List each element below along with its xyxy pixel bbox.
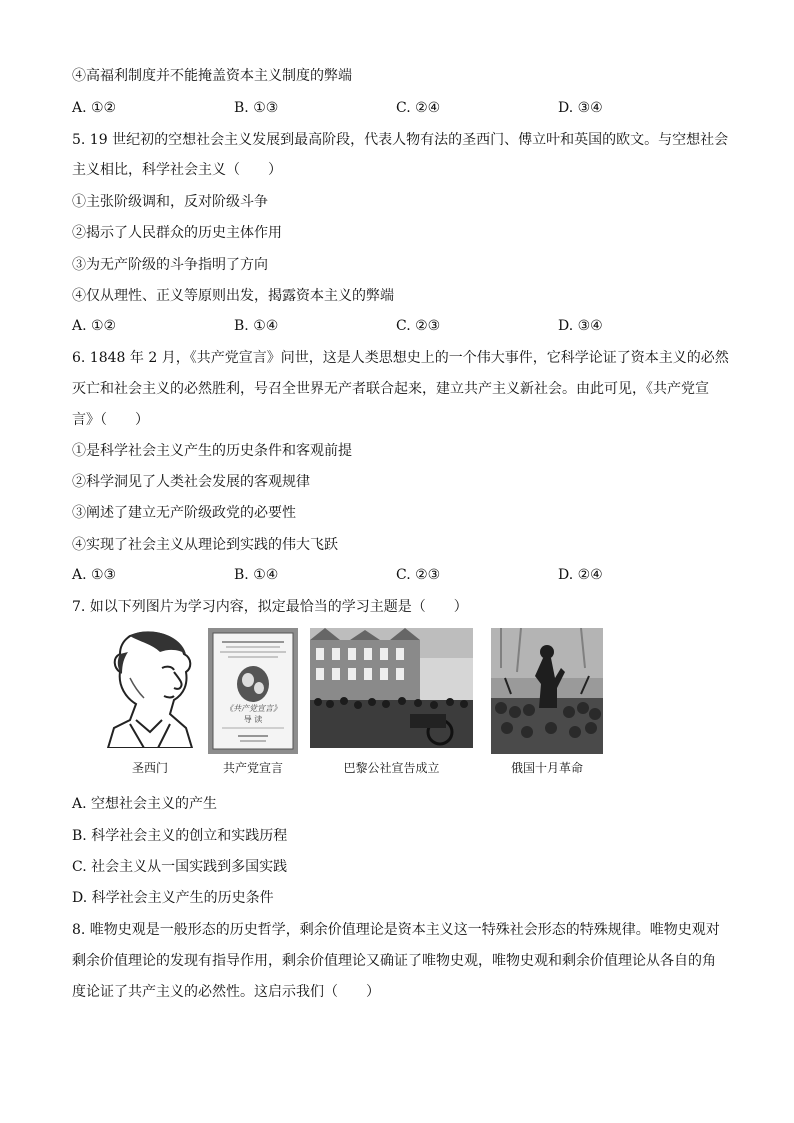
q5-item-4: ④仅从理性、正义等原则出发，揭露资本主义的弊端 bbox=[72, 288, 394, 304]
q6-stem-line-2: 灭亡和社会主义的必然胜利，号召全世界无产者联合起来，建立共产主义新社会。由此可见，《共产党宣 bbox=[72, 381, 709, 397]
q8-stem-line-2: 剩余价值理论的发现有指导作用，剩余价值理论又确证了唯物史观，唯物史观和剩余价值理论从各自的角 bbox=[72, 953, 716, 969]
q6-option-a[interactable]: A. ①③ bbox=[72, 567, 117, 583]
caption-saint-simon: 圣西门 bbox=[131, 761, 168, 775]
book-cover-icon bbox=[208, 628, 298, 754]
q4-option-a[interactable]: A. ①② bbox=[72, 100, 117, 116]
q6-stem-line-3: 言》（ ） bbox=[72, 412, 149, 428]
q4-option-b[interactable]: B. ①③ bbox=[234, 100, 279, 116]
q6-option-b[interactable]: B. ①④ bbox=[234, 567, 279, 583]
q6-options bbox=[72, 565, 722, 585]
q4-options bbox=[72, 98, 722, 118]
q7-option-c[interactable]: C. 社会主义从一国实践到多国实践 bbox=[72, 859, 288, 875]
q5-option-a[interactable]: A. ①② bbox=[72, 318, 117, 334]
caption-october-revolution: 俄国十月革命 bbox=[510, 761, 583, 775]
q6-stem-line-1: 6. 1848 年 2 月，《共产党宣言》问世，这是人类思想史上的一个伟大事件，它科学论证了资本主义的必然 bbox=[72, 350, 729, 366]
figure-book-cover bbox=[208, 628, 298, 754]
q5-stem-line-2: 主义相比，科学社会主义（ ） bbox=[72, 162, 282, 178]
q4-option-c[interactable]: C. ②④ bbox=[396, 100, 441, 116]
caption-communist-manifesto: 共产党宣言 bbox=[222, 761, 283, 775]
q5-item-2: ②揭示了人民群众的历史主体作用 bbox=[72, 225, 282, 241]
q4-option-d[interactable]: D. ③④ bbox=[558, 100, 603, 116]
q5-option-c[interactable]: C. ②③ bbox=[396, 318, 441, 334]
q8-stem-line-3: 度论证了共产主义的必然性。这启示我们（ ） bbox=[72, 984, 380, 1000]
q8-stem-line-1: 8. 唯物史观是一般形态的历史哲学，剩余价值理论是资本主义这一特殊社会形态的特殊规律。唯物史观对 bbox=[72, 922, 720, 938]
crowd-scene-icon bbox=[310, 628, 473, 748]
caption-paris-commune: 巴黎公社宣告成立 bbox=[343, 761, 440, 775]
q7-option-b[interactable]: B. 科学社会主义的创立和实践历程 bbox=[72, 828, 288, 844]
figure-october-revolution bbox=[491, 628, 603, 754]
q5-option-b[interactable]: B. ①④ bbox=[234, 318, 279, 334]
q6-option-d[interactable]: D. ②④ bbox=[558, 567, 603, 583]
figure-paris-commune bbox=[310, 628, 473, 748]
q7-stem: 7. 如以下列图片为学习内容，拟定最恰当的学习主题是（ ） bbox=[72, 599, 468, 615]
figure-portrait bbox=[100, 628, 200, 748]
q6-option-c[interactable]: C. ②③ bbox=[396, 567, 441, 583]
q7-option-d[interactable]: D. 科学社会主义产生的历史条件 bbox=[72, 890, 274, 906]
q5-item-1: ①主张阶级调和，反对阶级斗争 bbox=[72, 194, 268, 210]
q6-item-4: ④实现了社会主义从理论到实践的伟大飞跃 bbox=[72, 537, 338, 553]
q5-item-3: ③为无产阶级的斗争指明了方向 bbox=[72, 257, 268, 273]
q6-item-3: ③阐述了建立无产阶级政党的必要性 bbox=[72, 505, 296, 521]
q5-stem-line-1: 5. 19 世纪初的空想社会主义发展到最高阶段，代表人物有法的圣西门、傅立叶和英国的欧文。与空想社会 bbox=[72, 132, 729, 148]
q5-option-d[interactable]: D. ③④ bbox=[558, 318, 603, 334]
q6-item-2: ②科学洞见了人类社会发展的客观规律 bbox=[72, 474, 310, 490]
q6-item-1: ①是科学社会主义产生的历史条件和客观前提 bbox=[72, 443, 352, 459]
q5-options bbox=[72, 316, 722, 336]
q7-option-a[interactable]: A. 空想社会主义的产生 bbox=[72, 796, 218, 812]
revolution-scene-icon bbox=[491, 628, 603, 754]
book-cover-title: 《共产党宣言》 bbox=[225, 704, 281, 713]
book-cover-subtitle: 导 读 bbox=[243, 715, 263, 724]
portrait-engraving-icon bbox=[100, 628, 200, 748]
q4-item-4: ④高福利制度并不能掩盖资本主义制度的弊端 bbox=[72, 68, 352, 84]
q7-figure-row bbox=[100, 628, 620, 778]
